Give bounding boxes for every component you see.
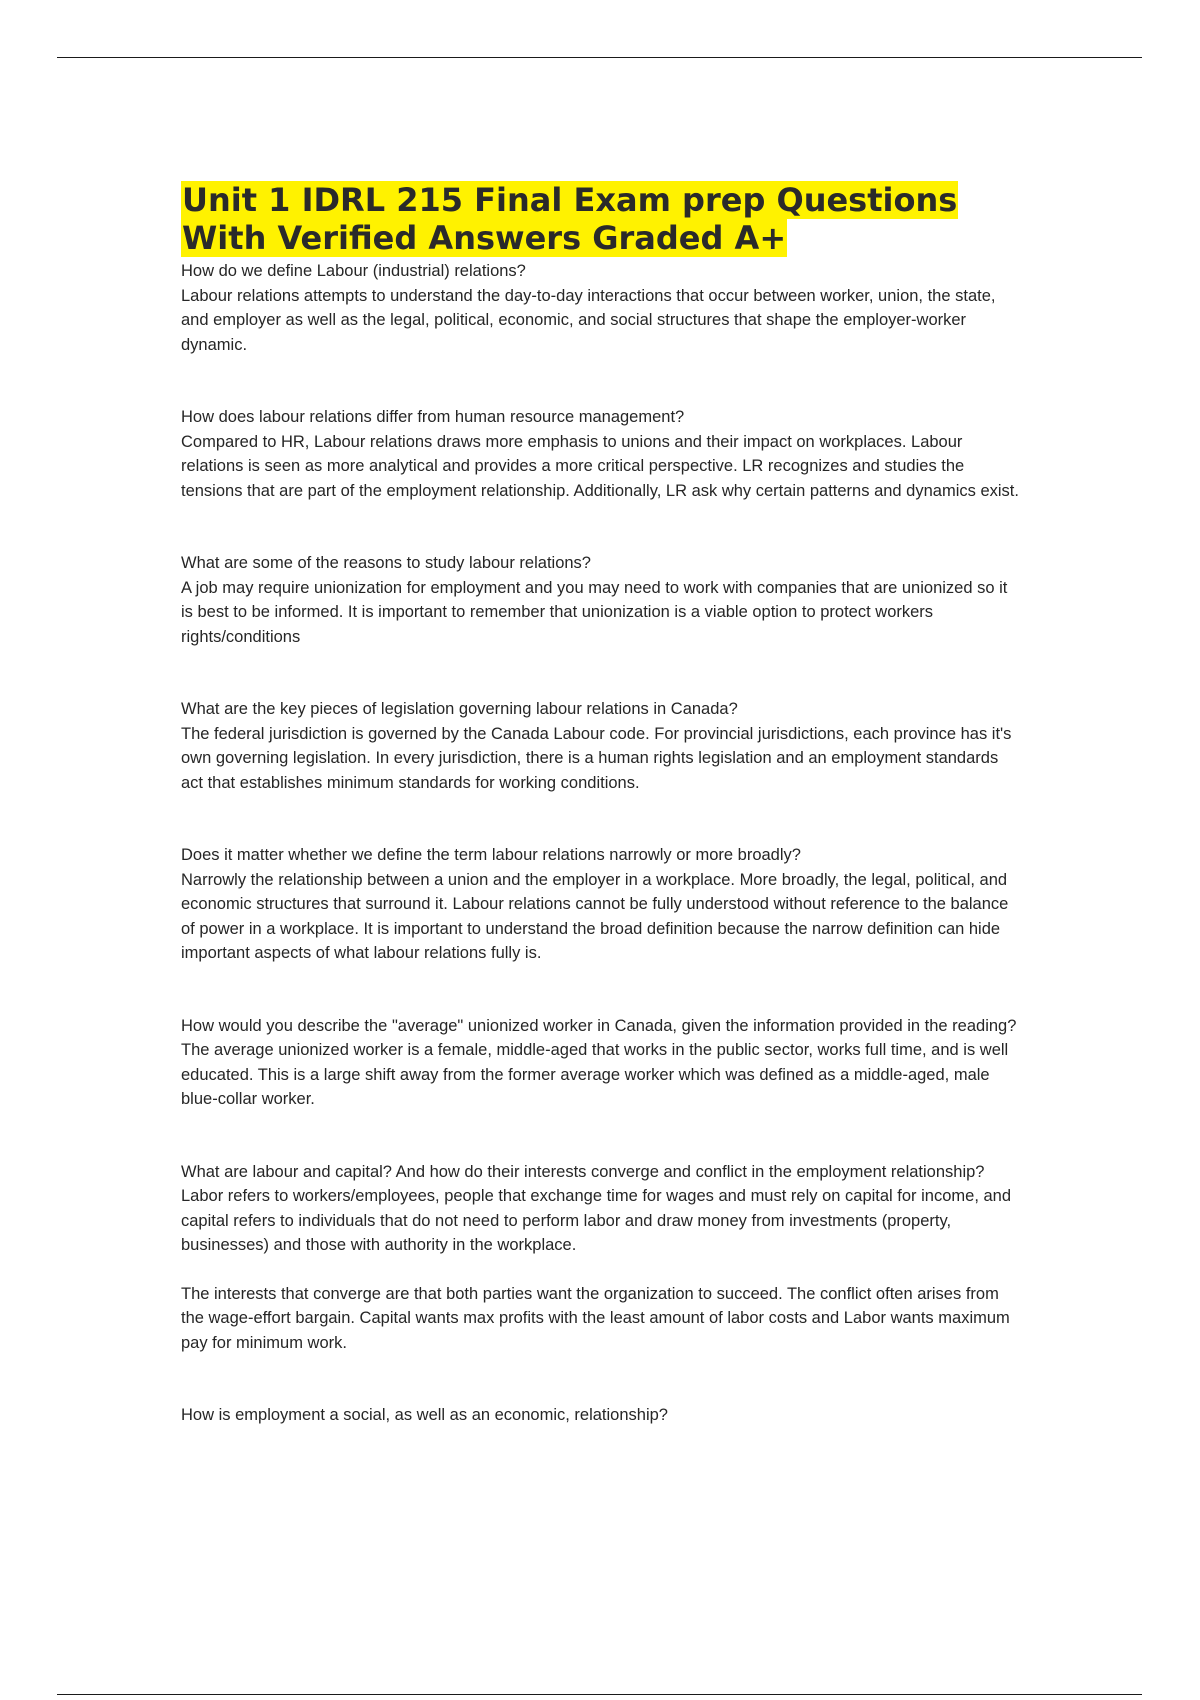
document-body: [181, 181, 1021, 1476]
answer-text: Labour relations attempts to understand the day-to-day interactions that occur between worker, union, the state, and employer as well as the legal, political, economic, and social structures that shape the employer-worker dynamic.: [181, 286, 996, 354]
question-text: What are labour and capital? And how do their interests converge and conflict in the employment relationship?: [181, 1162, 985, 1181]
answer-text: Narrowly the relationship between a union and the employer in a workplace. More broadly, the legal, political, and economic structures that surround it. Labour relations cannot be fully understood without reference to the balance of power in a workplace. It is important to understand the broad definition because the narrow definition can hide important aspects of what labour relations fully is.: [181, 870, 1009, 962]
qa-item: [181, 259, 1021, 357]
qa-item: [181, 405, 1021, 503]
question-text: Does it matter whether we define the term labour relations narrowly or more broadly?: [181, 846, 801, 864]
answer-text: A job may require unionization for employment and you may need to work with companies that are unionized so it is best to be informed. It is important to remember that unionization is a viable option to protect workers rights/conditions: [181, 578, 1008, 646]
question-text: How would you describe the "average" unionized worker in Canada, given the information provided in the reading?: [181, 1016, 1017, 1035]
qa-item: [181, 1014, 1021, 1112]
answer-text: Compared to HR, Labour relations draws more emphasis to unions and their impact on workplaces. Labour relations is seen as more analytical and provides a more critical perspective. LR recognizes and studies the tensions that are part of the employment relationship. Additionally, LR ask why certain patterns and dynamics exist.: [181, 432, 1019, 500]
question-text: What are the key pieces of legislation governing labour relations in Canada?: [181, 700, 738, 718]
question-text: What are some of the reasons to study labour relations?: [181, 554, 591, 572]
answer-text: The federal jurisdiction is governed by the Canada Labour code. For provincial jurisdictions, each province has it's own governing legislation. In every jurisdiction, there is a human rights legislation and an employment standards act that establishes minimum standards for working conditions.: [181, 724, 1012, 792]
qa-item: [181, 697, 1021, 795]
qa-item: [181, 551, 1021, 649]
answer-text: Labor refers to workers/employees, people that exchange time for wages and must rely on capital for income, and capital refers to individuals that do not need to perform labor and draw money from investments (property, businesses) and those with authority in the workplace.: [181, 1187, 1012, 1254]
qa-item: [181, 1160, 1021, 1356]
document-title: [181, 181, 1021, 257]
title-line-1: Unit 1 IDRL 215 Final Exam prep Questions: [182, 181, 958, 219]
qa-item: [181, 843, 1021, 966]
top-rule: [57, 57, 1142, 58]
answer-text-continued: The interests that converge are that both parties want the organization to succeed. The conflict often arises from the wage-effort bargain. Capital wants max profits with the least amount of labor costs and Labor wants maximum pay for minimum work.: [181, 1284, 1010, 1352]
question-text: How is employment a social, as well as an economic, relationship?: [181, 1406, 668, 1424]
answer-text: The average unionized worker is a female, middle-aged that works in the public sector, works full time, and is well educated. This is a large shift away from the former average worker which was defined as a middle-aged, male blue-collar worker.: [181, 1041, 1009, 1108]
question-text: How do we define Labour (industrial) relations?: [181, 262, 526, 280]
title-line-2: With Verified Answers Graded A+: [182, 219, 787, 257]
question-text: How does labour relations differ from human resource management?: [181, 408, 685, 426]
bottom-rule: [57, 1694, 1142, 1695]
qa-item: [181, 1403, 1021, 1428]
